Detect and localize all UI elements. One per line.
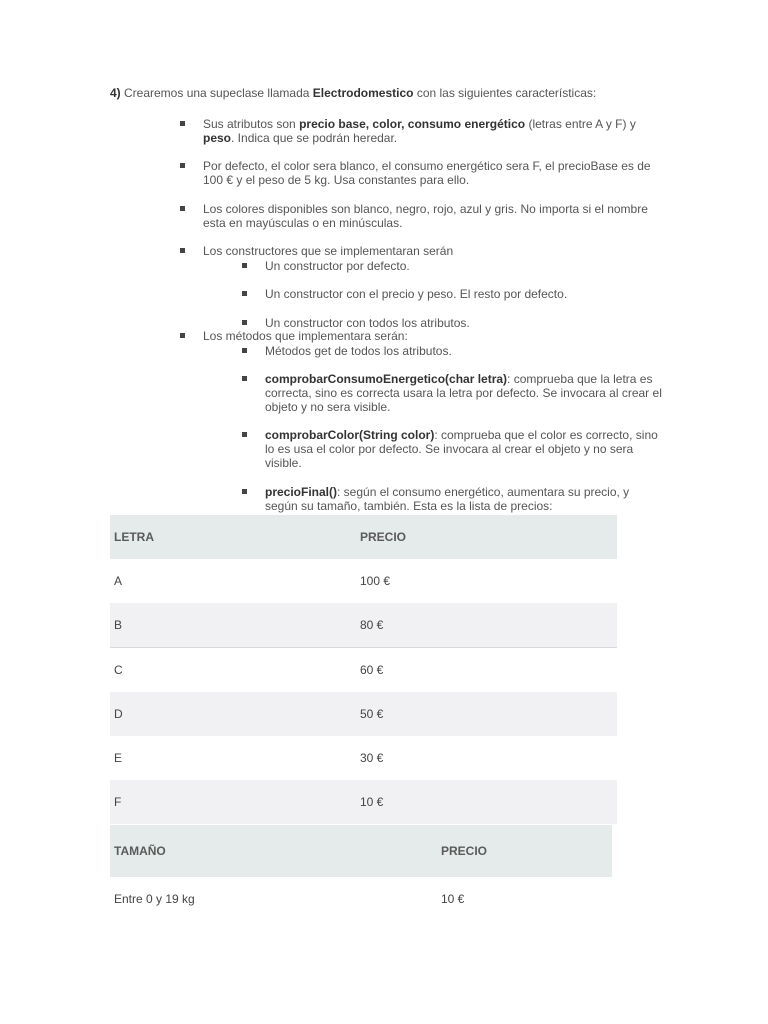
table-header-row (110, 515, 617, 559)
table-cell: 80 € (356, 603, 617, 648)
bullet-icon (242, 263, 247, 268)
list-item-colors: Los colores disponibles son blanco, negro, rojo, azul y gris. No importa si el nombre esta en mayúsculas o en minúsculas. (203, 202, 648, 230)
bullet-icon (242, 489, 247, 494)
size-price-table (110, 825, 612, 921)
table-cell: 50 € (356, 692, 617, 736)
table-row (110, 559, 617, 603)
bullet-icon (180, 248, 185, 253)
table-row (110, 780, 617, 824)
bullet-icon (180, 121, 185, 126)
table-row (110, 692, 617, 736)
text: : según el consumo energético, aumentara su precio, y según su tamaño, también. Esta es la lista de precios: (265, 485, 630, 513)
table-cell: Entre 0 y 19 kg (114, 892, 195, 906)
list-item-check-color (265, 428, 665, 470)
list-item-check-consumption (265, 372, 665, 414)
table-cell: C (110, 648, 356, 693)
column-header-size: TAMAÑO (110, 825, 437, 877)
table-header-row (110, 825, 612, 877)
method-name: comprobarColor(String color) (265, 428, 435, 442)
table-row (110, 603, 617, 648)
bullet-icon (242, 348, 247, 353)
list-item-ctor-price-weight: Un constructor con el precio y peso. El resto por defecto. (265, 287, 568, 301)
list-item-defaults: Por defecto, el color sera blanco, el consumo energético sera F, el precioBase es de 100 € y el peso de 5 kg. Usa constantes para ello. (203, 159, 651, 187)
table-cell: 100 € (360, 574, 391, 588)
text: Sus atributos son (203, 117, 300, 131)
exercise-number: 4) (110, 86, 121, 100)
list-item-constructors: Los constructores que se implementaran serán (203, 244, 454, 258)
method-name: precioFinal() (265, 485, 338, 499)
list-item-attributes (203, 117, 663, 145)
list-item-final-price (265, 485, 665, 513)
table-cell: 60 € (356, 648, 617, 693)
list-item-methods: Los métodos que implementara serán: (203, 329, 408, 343)
column-header-price: PRECIO (437, 825, 612, 877)
table-row (110, 736, 617, 780)
text: (letras entre A y F) y (525, 117, 636, 131)
bullet-icon (242, 291, 247, 296)
heading-text-end: con las siguientes características: (413, 86, 597, 100)
column-header-letter: LETRA (110, 515, 356, 559)
bullet-icon (180, 163, 185, 168)
column-header-price: PRECIO (356, 515, 617, 559)
class-name: Electrodomestico (312, 86, 414, 100)
table-cell: F (110, 780, 356, 824)
table-row (110, 648, 617, 693)
table-cell: A (114, 574, 123, 588)
exercise-heading (110, 86, 670, 100)
text: : comprueba que la letra es correcta, sino es correcta usara la letra por defecto. Se invocara al crear el objeto y no sera visible. (265, 372, 662, 414)
list-item-ctor-default: Un constructor por defecto. (265, 259, 410, 273)
text: . Indica que se podrán heredar. (231, 131, 398, 145)
list-item-ctor-all: Un constructor con todos los atributos. (265, 316, 470, 330)
bullet-icon (242, 376, 247, 381)
table-cell: D (110, 692, 356, 736)
table-cell: B (110, 603, 356, 648)
bold-text: precio base, color, consumo energético (299, 117, 526, 131)
bullet-icon (180, 333, 185, 338)
table-cell: 10 € (441, 892, 465, 906)
method-name: comprobarConsumoEnergetico(char letra) (265, 372, 508, 386)
bullet-icon (180, 206, 185, 211)
text: : comprueba que el color es correcto, sino lo es usa el color por defecto. Se invocara al crear el objeto y no sera visible. (265, 428, 658, 470)
letter-price-table (110, 515, 617, 824)
heading-text: Crearemos una supeclase llamada (120, 86, 313, 100)
bold-text: peso (203, 131, 232, 145)
table-row (110, 877, 612, 921)
table-cell: 30 € (360, 751, 384, 765)
list-item-getters: Métodos get de todos los atributos. (265, 344, 452, 358)
table-cell: 10 € (356, 780, 617, 824)
bullet-icon (242, 432, 247, 437)
bullet-icon (242, 320, 247, 325)
table-cell: E (114, 751, 123, 765)
